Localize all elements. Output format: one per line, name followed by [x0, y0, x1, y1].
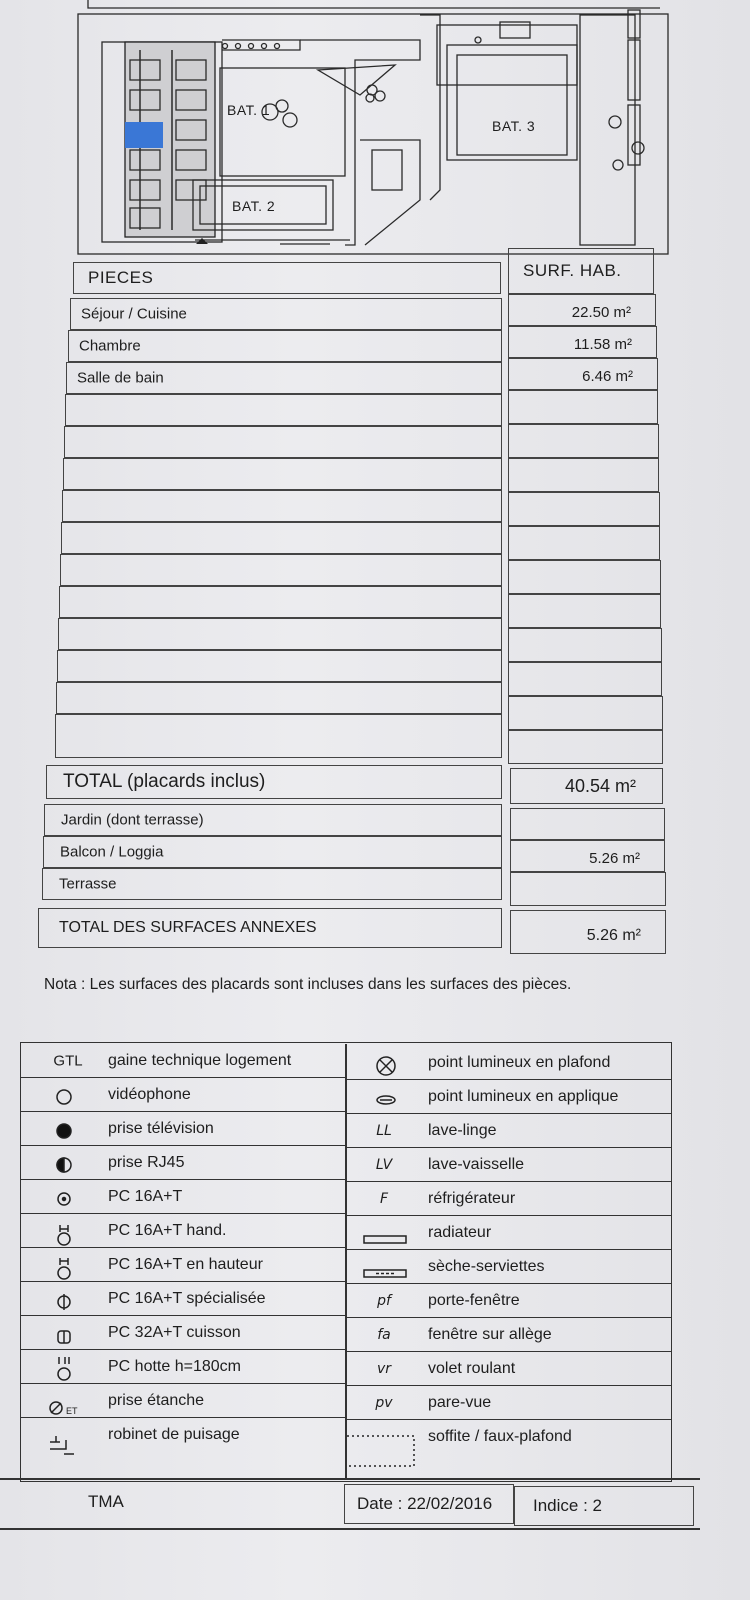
total-label: TOTAL (placards inclus) — [63, 771, 266, 792]
legend-symbol: LV — [375, 1156, 393, 1173]
room-surface: 22.50 m² — [571, 304, 631, 321]
empty-row — [65, 394, 502, 426]
empty-row — [57, 650, 502, 682]
annex-name: Jardin (dont terrasse) — [61, 811, 204, 829]
legend-symbol: pv — [375, 1394, 393, 1411]
towel-dryer-icon — [364, 1270, 406, 1277]
socket-16a-high-icon — [58, 1258, 70, 1279]
svg-text:ET: ET — [66, 1406, 78, 1416]
legend-label: gaine technique logement — [108, 1051, 292, 1069]
empty-row — [60, 554, 502, 586]
legend-left-symbols — [20, 1044, 100, 1480]
annex-surface-cell — [510, 808, 665, 840]
empty-row — [63, 458, 502, 490]
indice-text: Indice : 2 — [533, 1496, 602, 1515]
empty-row — [64, 426, 502, 458]
legend-label: PC hotte h=180cm — [108, 1357, 241, 1375]
water-tap-icon — [50, 1436, 74, 1454]
annex-name: Terrasse — [59, 875, 117, 893]
room-surface-cell — [508, 358, 658, 390]
annex-surface-cell — [510, 840, 665, 872]
pieces-header-cell — [73, 262, 501, 294]
hood-socket-icon — [58, 1357, 70, 1380]
legend-label: PC 16A+T hand. — [108, 1221, 227, 1239]
empty-surface-cell — [508, 662, 662, 696]
legend-symbol: pf — [377, 1292, 391, 1309]
legend-label: point lumineux en applique — [428, 1087, 619, 1105]
legend-label: prise RJ45 — [108, 1153, 185, 1171]
annex-total-label: TOTAL DES SURFACES ANNEXES — [59, 919, 317, 936]
building-1-label: BAT. 1 — [227, 102, 271, 118]
company-label: TMA — [88, 1492, 124, 1511]
empty-surface-cell — [508, 458, 659, 492]
annex-total-label-cell — [38, 908, 502, 948]
annex-name: Balcon / Loggia — [60, 843, 164, 861]
socket-16a-icon — [58, 1193, 70, 1205]
room-row — [70, 298, 502, 330]
empty-row — [59, 586, 502, 618]
legend-label: prise télévision — [108, 1119, 214, 1137]
soffit-icon — [346, 1436, 414, 1466]
legend-label: PC 16A+T — [108, 1187, 183, 1205]
building-2-label: BAT. 2 — [232, 198, 276, 214]
legend-label: réfrigérateur — [428, 1189, 516, 1207]
room-surface-cell — [508, 326, 657, 358]
empty-row — [58, 618, 502, 650]
surface-header: SURF. HAB. — [523, 261, 622, 280]
socket-16a-special-icon — [58, 1294, 70, 1310]
legend-label: radiateur — [428, 1223, 492, 1241]
empty-row — [56, 682, 502, 714]
legend-label: vidéophone — [108, 1085, 191, 1103]
room-surface: 11.58 m² — [573, 336, 632, 353]
annex-total-value: 5.26 m² — [586, 927, 641, 944]
tv-socket-icon — [57, 1124, 71, 1138]
legend-label: lave-linge — [428, 1121, 497, 1139]
legend-label: porte-fenêtre — [428, 1291, 520, 1309]
room-surface-cell — [508, 294, 656, 326]
empty-surface-cell — [508, 390, 658, 424]
annex-total-value-cell — [510, 910, 666, 954]
room-surface: 6.46 m² — [582, 368, 633, 385]
annex-surface: 5.26 m² — [589, 850, 640, 867]
legend-symbol: fa — [377, 1326, 391, 1343]
annex-row — [42, 868, 502, 900]
legend-symbol: LL — [376, 1122, 392, 1139]
legend-label: fenêtre sur allège — [428, 1325, 552, 1343]
legend-label: PC 32A+T cuisson — [108, 1323, 241, 1341]
annex-row — [43, 836, 502, 868]
room-row — [68, 330, 502, 362]
empty-row — [55, 714, 502, 758]
surface-header-cell — [508, 248, 654, 294]
footer-bottom-line — [0, 1528, 700, 1530]
socket-16a-hand-icon — [58, 1225, 70, 1245]
rj45-socket-icon — [57, 1158, 71, 1172]
legend-label: lave-vaisselle — [428, 1155, 525, 1173]
waterproof-socket-icon — [50, 1402, 62, 1414]
empty-surface-cell — [508, 696, 663, 730]
empty-surface-cell — [508, 594, 661, 628]
legend-label: robinet de puisage — [108, 1426, 240, 1443]
empty-surface-cell — [508, 492, 660, 526]
site-plan — [0, 0, 750, 265]
legend-label: pare-vue — [428, 1393, 492, 1411]
legend-label: sèche-serviettes — [428, 1257, 545, 1275]
empty-surface-cell — [508, 526, 660, 560]
legend-label: PC 16A+T spécialisée — [108, 1289, 266, 1307]
legend-label: point lumineux en plafond — [428, 1053, 611, 1071]
total-value: 40.54 m² — [564, 776, 636, 796]
legend-symbol: F — [379, 1190, 389, 1207]
legend-label: prise étanche — [108, 1391, 205, 1409]
annex-row — [44, 804, 502, 836]
legend-symbol: vr — [376, 1360, 392, 1377]
building-3-label: BAT. 3 — [492, 118, 536, 134]
empty-row — [61, 522, 502, 554]
annex-surface-cell — [510, 872, 666, 906]
room-name: Séjour / Cuisine — [81, 305, 187, 323]
room-name: Chambre — [79, 337, 141, 355]
empty-surface-cell — [508, 424, 659, 458]
apartment-highlight — [125, 122, 163, 148]
radiator-icon — [364, 1236, 406, 1243]
empty-surface-cell — [508, 560, 661, 594]
note-text: Nota : Les surfaces des placards sont incluses dans les surfaces des pièces. — [44, 976, 572, 993]
date-text: Date : 22/02/2016 — [357, 1494, 493, 1513]
videophone-icon — [57, 1090, 71, 1104]
date-cell — [344, 1484, 514, 1524]
wall-light-icon — [377, 1096, 395, 1104]
pieces-header: PIECES — [88, 268, 154, 287]
empty-surface-cell — [508, 628, 662, 662]
empty-surface-cell — [508, 730, 663, 764]
room-row — [66, 362, 502, 394]
total-label-cell — [46, 765, 502, 799]
legend-label: volet roulant — [428, 1359, 516, 1377]
ceiling-light-icon — [377, 1057, 395, 1075]
empty-row — [62, 490, 502, 522]
legend-right-symbols — [346, 1044, 426, 1480]
footer-top-line — [0, 1478, 700, 1480]
indice-cell — [514, 1486, 694, 1526]
legend-symbol: GTL — [53, 1052, 83, 1069]
socket-32a-cooking-icon — [58, 1331, 70, 1343]
legend-label: soffite / faux-plafond — [428, 1428, 572, 1445]
total-value-cell — [510, 768, 663, 804]
room-name: Salle de bain — [77, 369, 164, 387]
legend-label: PC 16A+T en hauteur — [108, 1255, 263, 1273]
